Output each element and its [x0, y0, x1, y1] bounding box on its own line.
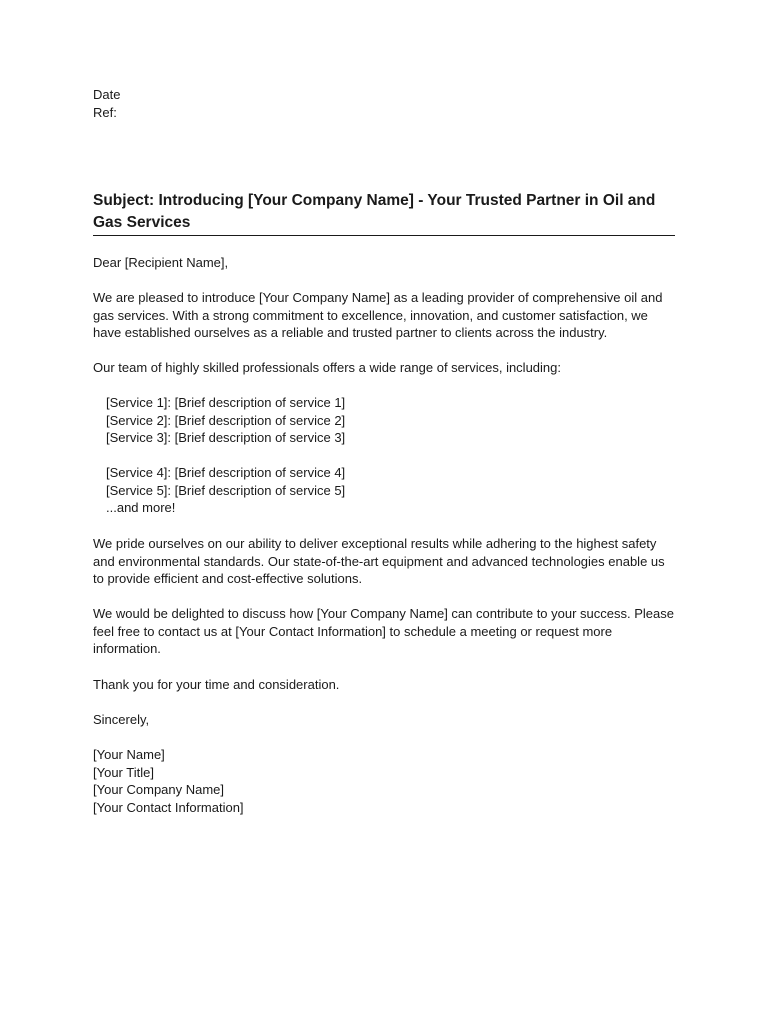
- intro-line-1: We are pleased to introduce [Your Company Name] as a leading provider of comprehensive oil and: [93, 290, 663, 305]
- intro-line-2: gas services. With a strong commitment to excellence, innovation, and customer satisfaction, we: [93, 307, 648, 323]
- service-item: [Service 1]: [Brief description of service 1]: [106, 395, 346, 410]
- date-label: Date: [93, 87, 121, 102]
- letter-header: [93, 86, 675, 121]
- pride-line-2: and environmental standards. Our state-of-the-art equipment and advanced technologies enable us: [93, 553, 665, 569]
- service-item: [Service 3]: [Brief description of service 3]: [106, 430, 346, 446]
- intro-line-3: have established ourselves as a reliable and trusted partner to clients across the industry.: [93, 325, 608, 341]
- subject-heading: [93, 190, 675, 236]
- signature-company: [Your Company Name]: [93, 782, 225, 798]
- signature-contact-info: [Your Contact Information]: [93, 799, 244, 815]
- services-intro-paragraph: [93, 359, 675, 377]
- ref-label: Ref:: [93, 104, 117, 120]
- signature-title: [Your Title]: [93, 764, 154, 780]
- intro-paragraph: [93, 289, 675, 342]
- services-intro-text: Our team of highly skilled professionals offers a wide range of services, including:: [93, 360, 561, 375]
- signature-block: [93, 746, 675, 816]
- contact-line-1: We would be delighted to discuss how [Your Company Name] can contribute to your success. Please: [93, 606, 674, 621]
- services-list-group-1: [93, 394, 688, 447]
- service-item-more: ...and more!: [106, 500, 176, 516]
- contact-paragraph: [93, 605, 675, 658]
- subject-line-2: Gas Services: [93, 214, 191, 231]
- signature-name: [Your Name]: [93, 747, 165, 762]
- closing-text: Sincerely,: [93, 712, 150, 727]
- salutation-text: Dear [Recipient Name],: [93, 255, 229, 270]
- thanks-text: Thank you for your time and consideration.: [93, 677, 340, 692]
- service-item: [Service 5]: [Brief description of service 5]: [106, 482, 346, 498]
- closing: [93, 711, 675, 729]
- pride-paragraph: [93, 535, 675, 588]
- thanks-paragraph: [93, 676, 675, 694]
- service-item: [Service 4]: [Brief description of service 4]: [106, 465, 346, 480]
- contact-line-2: feel free to contact us at [Your Contact Information] to schedule a meeting or request more: [93, 623, 613, 639]
- subject-line-1: Subject: Introducing [Your Company Name] - Your Trusted Partner in Oil and: [93, 192, 656, 209]
- services-list-group-2: [93, 464, 688, 517]
- service-item: [Service 2]: [Brief description of service 2]: [106, 412, 346, 428]
- pride-line-1: We pride ourselves on our ability to deliver exceptional results while adhering to the highest safety: [93, 536, 657, 551]
- pride-line-3: to provide efficient and cost-effective solutions.: [93, 571, 363, 587]
- salutation: [93, 254, 675, 272]
- contact-line-3: information.: [93, 641, 161, 657]
